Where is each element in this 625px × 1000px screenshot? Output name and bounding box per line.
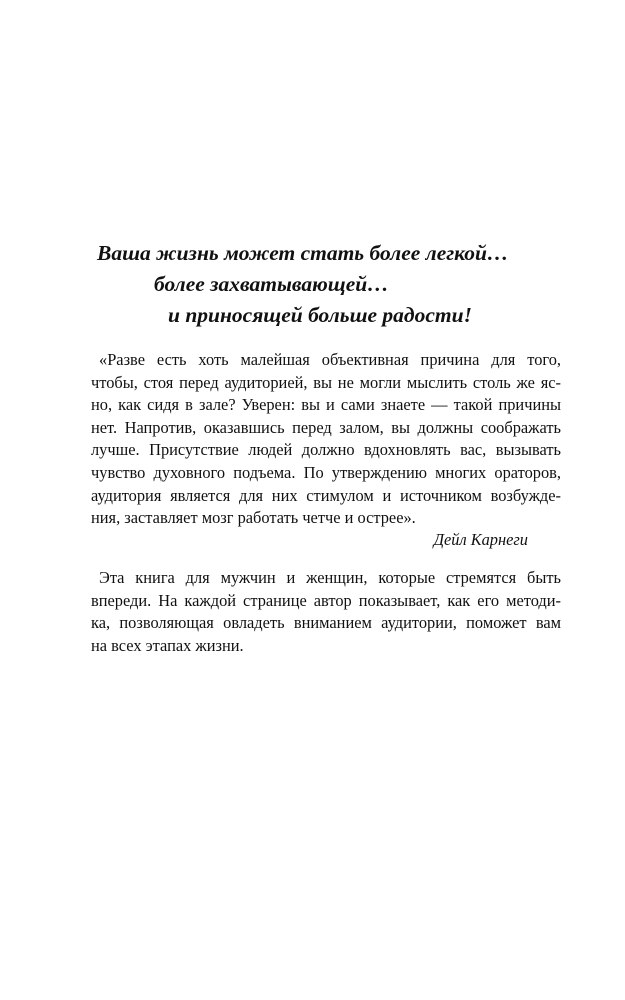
heading-line-3: и приносящей больше радости! [168,303,472,327]
quote-paragraph [91,349,561,530]
quote-line-8: ния, заставляет мозг работать четче и острее». [91,508,416,528]
heading-line-2: более захватывающей… [154,272,389,296]
quote-line-4: нет. Напротив, оказавшись перед залом, вы должны соображать [91,417,561,437]
quote-line-7: аудитория является для них стимулом и источником возбужде- [91,485,561,505]
blurb-line-2: впереди. На каждой странице автор показывает, как его методи- [91,590,561,610]
quote-line-6: чувство духовного подъема. По утверждению многих ораторов, [91,462,561,482]
blurb-line-3: ка, позволяющая овладеть вниманием аудитории, поможет вам [91,613,561,633]
quote-line-2: чтобы, стоя перед аудиторией, вы не могли мыслить столь же яс- [91,372,561,392]
heading-line-1: Ваша жизнь может стать более легкой… [97,241,509,265]
blurb-line-4: на всех этапах жизни. [91,635,244,655]
quote-line-3: но, как сидя в зале? Уверен: вы и сами знаете — такой причины [91,395,561,415]
quote-line-1: «Разве есть хоть малейшая объективная причина для того, [99,350,561,369]
book-blurb [91,567,561,657]
quote-author: Дейл Карнеги [433,530,528,549]
blurb-line-1: Эта книга для мужчин и женщин, которые стремятся быть [99,568,561,587]
quote-line-5: лучше. Присутствие людей должно вдохновлять вас, вызывать [91,440,561,460]
